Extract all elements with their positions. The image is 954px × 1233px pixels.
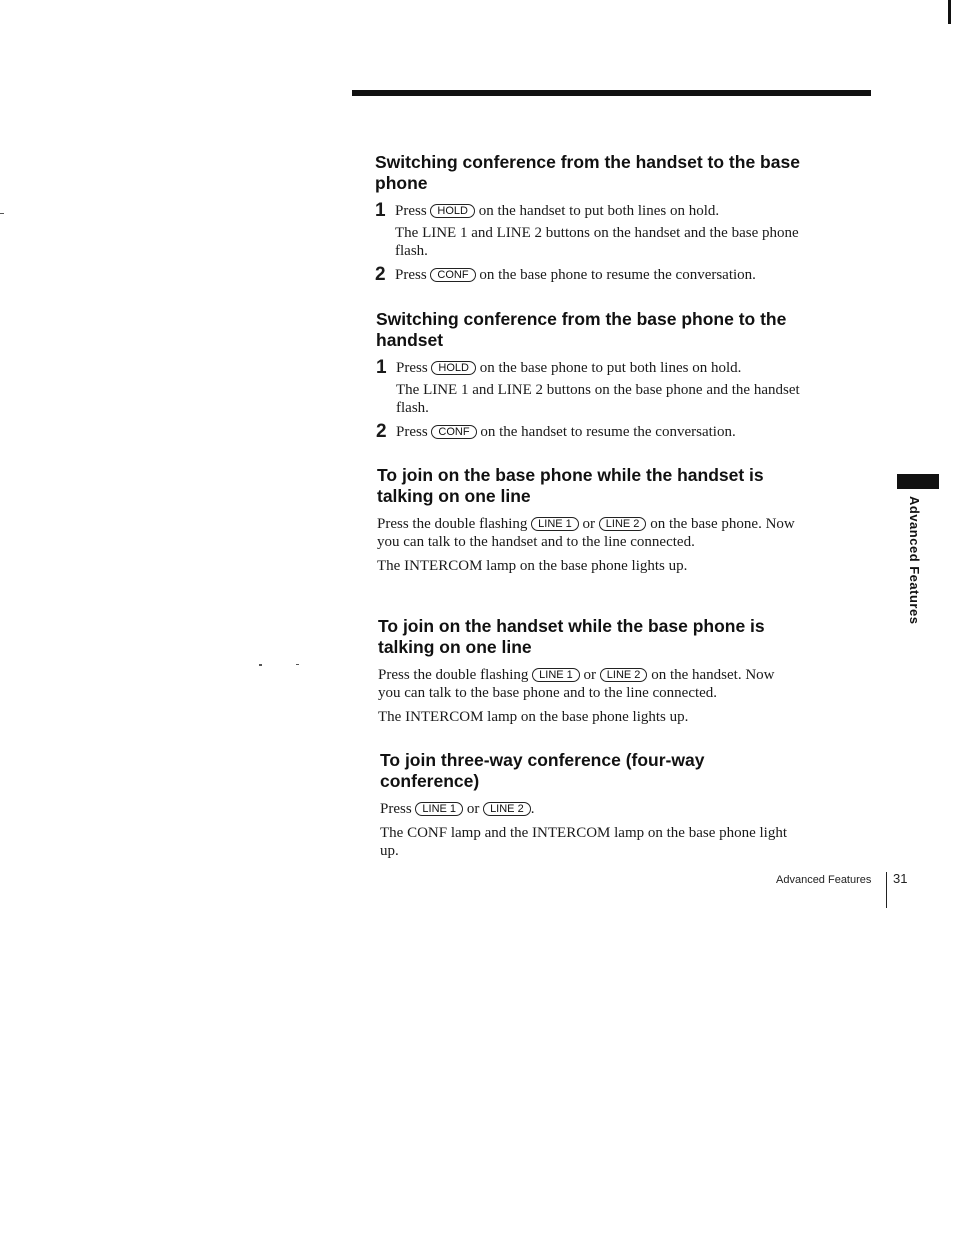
step-text-pre: Press xyxy=(396,360,428,376)
step-number: 2 xyxy=(376,421,387,442)
step-text-pre: Press xyxy=(395,203,427,219)
step-text-post: on the base phone to put both lines on hold. xyxy=(479,360,742,376)
top-rule xyxy=(352,90,871,96)
side-tab-label: Advanced Features xyxy=(907,496,922,625)
section-heading: Switching conference from the handset to the base phone xyxy=(375,152,800,193)
step-number: 1 xyxy=(376,357,387,378)
scan-speck xyxy=(296,664,299,665)
section-tab-marker xyxy=(897,474,939,489)
section-heading: To join three-way conference (four-way conference) xyxy=(380,750,705,791)
scan-speck xyxy=(0,213,4,214)
step-text-post: on the handset to put both lines on hold. xyxy=(478,203,720,219)
step-2 xyxy=(376,423,816,441)
step-note: The LINE 1 and LINE 2 buttons on the base phone and the handset flash. xyxy=(396,382,800,416)
section-base-to-handset xyxy=(376,309,816,445)
page-number: 31 xyxy=(893,871,908,886)
scan-speck xyxy=(259,664,262,666)
step-1 xyxy=(376,359,816,417)
conf-key: CONF xyxy=(431,425,476,439)
line1-key: LINE 1 xyxy=(531,517,579,531)
result-paragraph: The CONF lamp and the INTERCOM lamp on the base phone light up. xyxy=(380,825,788,859)
hold-key: HOLD xyxy=(430,204,475,218)
instruction-paragraph: Press the double flashing LINE 1 or LINE 2 on the base phone. Now you can talk to the handset and to the line connected. xyxy=(377,516,795,550)
footer-section-title: Advanced Features xyxy=(776,874,872,886)
section-handset-to-base xyxy=(375,152,815,288)
section-heading: Switching conference from the base phone to the handset xyxy=(376,309,787,350)
crop-mark xyxy=(948,0,951,24)
section-join-handset xyxy=(378,616,798,732)
step-1 xyxy=(375,202,815,260)
conf-key: CONF xyxy=(430,268,475,282)
result-paragraph: The INTERCOM lamp on the base phone lights up. xyxy=(378,709,689,725)
instruction-paragraph: Press LINE 1 or LINE 2 . xyxy=(380,801,535,817)
step-text-post: on the handset to resume the conversation. xyxy=(480,424,736,440)
step-2 xyxy=(375,266,815,284)
step-number: 1 xyxy=(375,200,386,221)
step-number: 2 xyxy=(375,264,386,285)
line2-key: LINE 2 xyxy=(599,517,647,531)
footer-divider xyxy=(886,872,887,908)
section-three-way xyxy=(380,750,790,866)
hold-key: HOLD xyxy=(431,361,476,375)
step-text-pre: Press xyxy=(395,267,427,283)
line1-key: LINE 1 xyxy=(415,802,463,816)
line2-key: LINE 2 xyxy=(483,802,531,816)
line2-key: LINE 2 xyxy=(600,668,648,682)
section-join-base xyxy=(377,465,797,581)
instruction-paragraph: Press the double flashing LINE 1 or LINE 2 on the handset. Now you can talk to the base phone and to the line connected. xyxy=(378,667,775,701)
step-text-pre: Press xyxy=(396,424,428,440)
step-note: The LINE 1 and LINE 2 buttons on the handset and the base phone flash. xyxy=(395,225,799,259)
section-heading: To join on the handset while the base phone is talking on one line xyxy=(378,616,765,657)
section-heading: To join on the base phone while the handset is talking on one line xyxy=(377,465,764,506)
line1-key: LINE 1 xyxy=(532,668,580,682)
result-paragraph: The INTERCOM lamp on the base phone lights up. xyxy=(377,558,688,574)
step-text-post: on the base phone to resume the conversation. xyxy=(479,267,756,283)
